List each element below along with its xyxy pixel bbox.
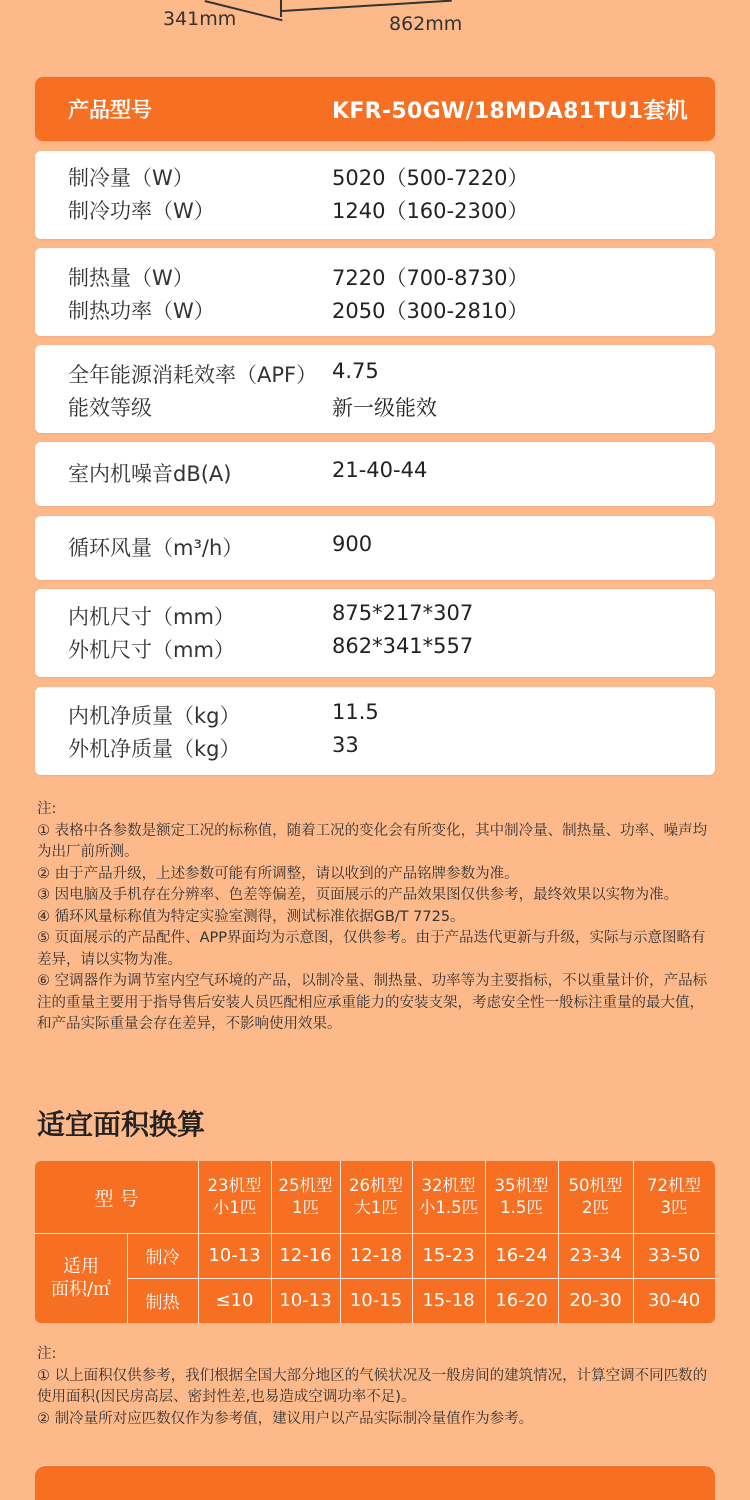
cell-value: 16-24 xyxy=(495,1245,548,1266)
spec-value: 5020（500-7220） xyxy=(332,166,529,190)
cell-value: 15-18 xyxy=(422,1290,475,1311)
note-item: ② 由于产品升级，上述参数可能有所调整，请以收到的产品铭牌参数为准。 xyxy=(37,865,519,882)
table-cell xyxy=(412,1233,485,1278)
cell-value: 16-20 xyxy=(495,1290,548,1311)
product-model-value: KFR-50GW/18MDA81TU1套机 xyxy=(332,98,689,124)
spec-label: 全年能源消耗效率（APF） xyxy=(68,363,318,387)
spec-label: 制热量（W） xyxy=(68,266,194,290)
spec-label: 制冷功率（W） xyxy=(68,199,215,223)
area-notes xyxy=(37,1344,717,1430)
table-divider xyxy=(412,1161,413,1323)
table-header-model-label: 型 号 xyxy=(94,1187,139,1210)
row-group-label xyxy=(35,1233,127,1323)
row-label-heating xyxy=(127,1278,198,1323)
column-hp: 1.5匹 xyxy=(500,1198,543,1217)
spec-label: 制热功率（W） xyxy=(68,299,215,323)
table-cell xyxy=(340,1278,412,1323)
column-model: 72机型 xyxy=(647,1176,701,1195)
cell-value: ≤10 xyxy=(215,1290,254,1311)
table-cell xyxy=(198,1233,271,1278)
row-label: 制冷 xyxy=(145,1248,180,1268)
column-hp: 大1匹 xyxy=(354,1198,398,1217)
cell-value: 30-40 xyxy=(647,1290,701,1311)
spec-label: 外机尺寸（mm） xyxy=(68,638,235,662)
spec-row xyxy=(35,162,715,195)
cell-value: 12-18 xyxy=(349,1245,403,1266)
spec-row xyxy=(35,262,715,295)
spec-value: 1240（160-2300） xyxy=(332,199,529,223)
spec-value: 875*217*307 xyxy=(332,601,474,625)
column-model: 50机型 xyxy=(568,1176,623,1195)
table-divider xyxy=(633,1161,634,1323)
note-item: ③ 因电脑及手机存在分辨率、色差等偏差，页面展示的产品效果图仅供参考，最终效果以实物为准。 xyxy=(37,887,679,903)
note-heading: 注: xyxy=(37,801,57,817)
table-cell xyxy=(558,1233,633,1278)
spec-value: 21-40-44 xyxy=(332,458,428,482)
table-divider xyxy=(127,1278,715,1279)
dimension-line-width xyxy=(282,0,452,12)
table-column-header xyxy=(633,1161,715,1233)
spec-value: 11.5 xyxy=(332,700,379,724)
note-item: ② 制冷量所对应匹数仅作为参考值，建议用户以产品实际制冷量值作为参考。 xyxy=(37,1410,534,1427)
table-column-header xyxy=(198,1161,271,1233)
spec-card-weight xyxy=(35,687,715,775)
spec-label: 制冷量（W） xyxy=(68,166,194,190)
spec-row xyxy=(35,295,715,328)
table-column-header xyxy=(558,1161,633,1233)
table-column-header xyxy=(485,1161,558,1233)
spec-value: 2050（300-2810） xyxy=(332,299,529,323)
spec-label: 室内机噪音dB(A) xyxy=(68,462,232,486)
spec-card-cooling xyxy=(35,151,715,239)
cell-value: 23-34 xyxy=(569,1245,622,1266)
spec-value: 862*341*557 xyxy=(332,634,474,658)
spec-notes xyxy=(37,799,717,1036)
area-section-title: 适宜面积换算 xyxy=(37,1108,206,1141)
spec-label: 能效等级 xyxy=(68,396,152,420)
area-conversion-table xyxy=(35,1161,715,1323)
table-cell xyxy=(485,1233,558,1278)
width-dimension-label: 862mm xyxy=(389,13,463,35)
spec-row xyxy=(35,359,715,392)
note-item: ① 以上面积仅供参考，我们根据全国大部分地区的气候状况及一般房间的建筑情况，计算空调不同匹数的使用面积(因民房高层、密封性差,也易造成空调功率不足)。 xyxy=(37,1367,708,1405)
column-hp: 2匹 xyxy=(582,1198,609,1217)
dimension-tick xyxy=(280,0,282,17)
row-group-label-line1: 适用 xyxy=(63,1256,99,1277)
table-divider xyxy=(340,1161,341,1323)
spec-card-airflow xyxy=(35,516,715,580)
spec-row xyxy=(35,634,715,667)
spec-card-heating xyxy=(35,248,715,336)
spec-row xyxy=(35,733,715,766)
spec-label: 内机尺寸（mm） xyxy=(68,605,235,629)
column-model: 26机型 xyxy=(349,1176,403,1195)
dimension-diagram-remnant xyxy=(0,0,750,40)
next-section-banner xyxy=(35,1466,715,1500)
table-cell xyxy=(633,1278,715,1323)
spec-row xyxy=(35,601,715,634)
table-divider xyxy=(271,1161,272,1323)
note-heading: 注: xyxy=(37,1346,57,1362)
column-hp: 3匹 xyxy=(660,1198,688,1217)
column-hp: 小1.5匹 xyxy=(418,1198,479,1217)
spec-label: 外机净质量（kg） xyxy=(68,737,241,761)
table-divider xyxy=(198,1161,199,1323)
note-item: ④ 循环风量标称值为特定实验室测得，测试标准依据GB/T 7725。 xyxy=(37,908,465,925)
table-cell xyxy=(633,1233,715,1278)
table-divider xyxy=(485,1161,486,1323)
spec-value: 900 xyxy=(332,532,373,556)
product-model-label: 产品型号 xyxy=(68,98,152,122)
table-column-header xyxy=(271,1161,340,1233)
table-cell xyxy=(271,1233,340,1278)
table-divider xyxy=(35,1233,715,1234)
spec-row xyxy=(35,392,715,425)
table-column-header xyxy=(340,1161,412,1233)
spec-value: 4.75 xyxy=(332,359,379,383)
spec-value: 33 xyxy=(332,733,359,757)
spec-row xyxy=(35,532,715,565)
cell-value: 10-13 xyxy=(208,1245,261,1266)
cell-value: 12-16 xyxy=(279,1245,332,1266)
column-model: 32机型 xyxy=(421,1176,476,1195)
spec-row xyxy=(35,195,715,228)
table-cell xyxy=(271,1278,340,1323)
column-model: 23机型 xyxy=(207,1176,262,1195)
note-item: ⑤ 页面展示的产品配件、APP界面均为示意图，仅供参考。由于产品迭代更新与升级，实际与示意图略有差异，请以实物为准。 xyxy=(37,930,706,968)
column-model: 25机型 xyxy=(278,1176,333,1195)
column-hp: 1匹 xyxy=(292,1198,319,1217)
column-model: 35机型 xyxy=(494,1176,549,1195)
spec-card-noise xyxy=(35,442,715,506)
cell-value: 15-23 xyxy=(422,1245,475,1266)
table-cell xyxy=(340,1233,412,1278)
cell-value: 10-13 xyxy=(279,1290,332,1311)
spec-value: 7220（700-8730） xyxy=(332,266,529,290)
cell-value: 33-50 xyxy=(647,1245,701,1266)
row-label: 制热 xyxy=(145,1293,180,1313)
column-hp: 小1匹 xyxy=(212,1198,257,1217)
table-divider xyxy=(558,1161,559,1323)
row-label-cooling xyxy=(127,1233,198,1278)
cell-value: 10-15 xyxy=(349,1290,403,1311)
depth-dimension-label: 341mm xyxy=(163,8,237,30)
row-group-label-line2: 面积/㎡ xyxy=(50,1279,112,1300)
table-header-model xyxy=(35,1161,198,1233)
cell-value: 20-30 xyxy=(569,1290,622,1311)
table-cell xyxy=(412,1278,485,1323)
note-item: ⑥ 空调器作为调节室内空气环境的产品，以制冷量、制热量、功率等为主要指标，不以重量计价，产品标注的重量主要用于指导售后安装人员匹配相应承重能力的安装支架，考虑安全性一般标注重量的最大值，和产品实际重量会存在差异，不影响使用效果。 xyxy=(37,973,708,1032)
spec-value: 新一级能效 xyxy=(332,396,437,420)
spec-card-dimensions xyxy=(35,589,715,677)
spec-row xyxy=(35,700,715,733)
table-cell xyxy=(198,1278,271,1323)
spec-label: 内机净质量（kg） xyxy=(68,704,241,728)
spec-label: 循环风量（m³/h） xyxy=(68,536,244,560)
table-column-header xyxy=(412,1161,485,1233)
table-cell xyxy=(485,1278,558,1323)
note-item: ① 表格中各参数是额定工况的标称值，随着工况的变化会有所变化，其中制冷量、制热量、功率、噪声均为出厂前所测。 xyxy=(37,822,708,860)
spec-row xyxy=(35,458,715,491)
spec-card-efficiency xyxy=(35,345,715,433)
table-cell xyxy=(558,1278,633,1323)
product-model-header xyxy=(35,77,715,141)
